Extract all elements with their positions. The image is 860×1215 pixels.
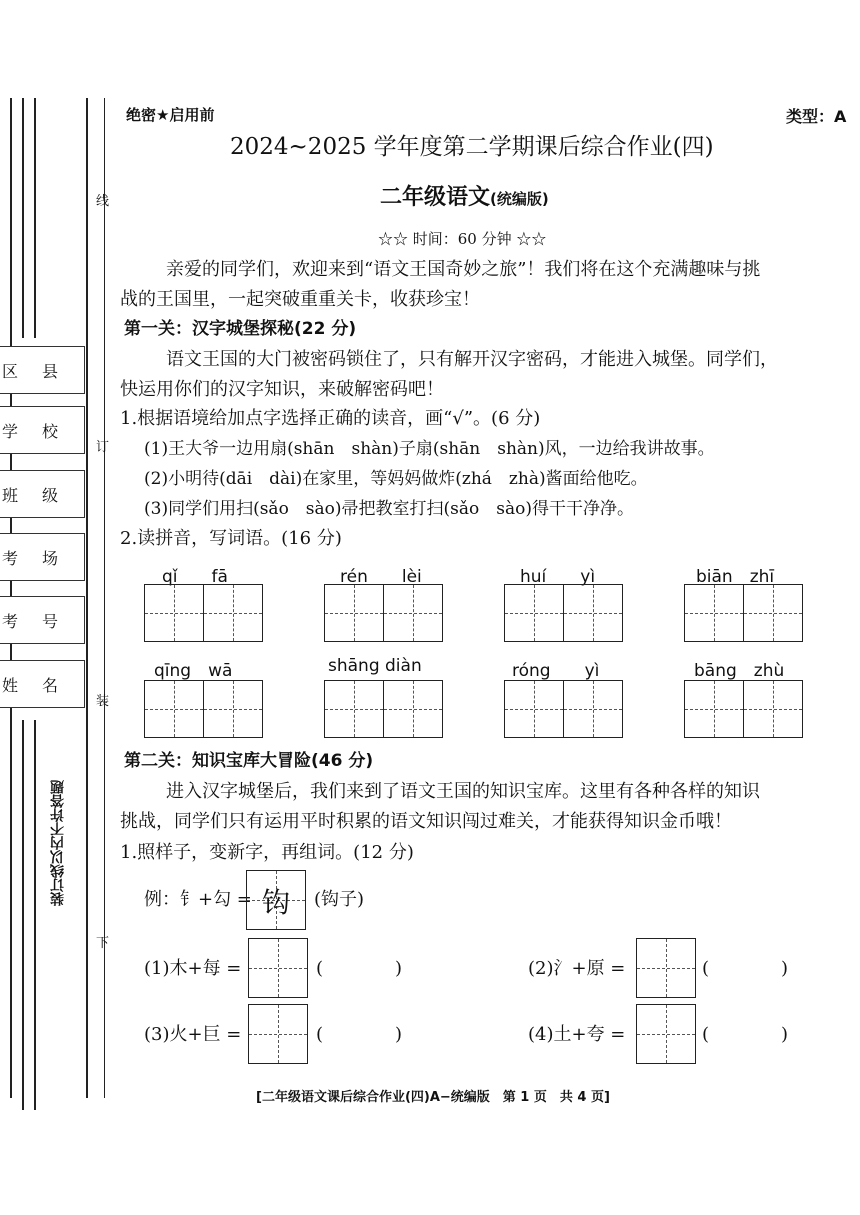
binding-notice: 装订线以内不许答题 bbox=[50, 780, 76, 906]
page-title: 2024~2025 学年度第二学期课后综合作业(四) bbox=[230, 134, 714, 160]
answer-box[interactable] bbox=[636, 938, 696, 998]
field-name[interactable]: 姓名 bbox=[0, 660, 85, 708]
question-item: (3)同学们用扫(sǎo sào)帚把教室打扫(sǎo sào)得干干净净。 bbox=[144, 499, 634, 519]
pinyin-label: qīng wā bbox=[154, 661, 233, 681]
writing-grid[interactable] bbox=[504, 584, 623, 642]
writing-grid[interactable] bbox=[684, 680, 803, 738]
section-heading: 第二关：知识宝库大冒险(46 分) bbox=[124, 751, 374, 771]
field-exam-room[interactable]: 考场 bbox=[0, 533, 85, 581]
section-paragraph: 快运用你们的汉字知识，来破解密码吧！ bbox=[120, 379, 444, 400]
binding-mark: 订 bbox=[96, 440, 110, 455]
field-exam-number[interactable]: 考号 bbox=[0, 596, 85, 644]
example-box bbox=[246, 870, 306, 930]
pinyin-label: bāng zhù bbox=[694, 661, 785, 681]
binding-line bbox=[34, 720, 36, 1110]
word-blank[interactable]: ( ) bbox=[702, 1024, 789, 1045]
example-word: (钩子) bbox=[314, 889, 365, 910]
exercise-formula: (2)氵+原 = bbox=[528, 958, 626, 979]
word-blank[interactable]: ( ) bbox=[316, 958, 403, 979]
binding-line bbox=[22, 98, 24, 338]
binding-line bbox=[86, 98, 88, 1098]
field-class[interactable]: 班级 bbox=[0, 470, 85, 518]
binding-line bbox=[34, 98, 36, 338]
writing-grid[interactable] bbox=[324, 584, 443, 642]
pinyin-label: rén lèi bbox=[340, 567, 422, 587]
intro-line: 战的王国里，一起突破重重关卡，收获珍宝！ bbox=[120, 289, 480, 310]
subject-title: 二年级语文(统编版) bbox=[380, 185, 549, 210]
writing-grid[interactable] bbox=[324, 680, 443, 738]
exercise-formula: (1)木+每 = bbox=[144, 958, 242, 979]
pinyin-label: biān zhī bbox=[696, 567, 775, 587]
writing-grid[interactable] bbox=[504, 680, 623, 738]
confidential-label: 绝密★启用前 bbox=[126, 106, 215, 124]
question-title: 1.根据语境给加点字选择正确的读音，画“√”。(6 分) bbox=[120, 408, 541, 429]
question-item: (2)小明待(dāi dài)在家里，等妈妈做炸(zhá zhà)酱面给他吃。 bbox=[144, 469, 648, 489]
intro-line: 亲爱的同学们，欢迎来到“语文王国奇妙之旅”！我们将在这个充满趣味与挑 bbox=[166, 259, 761, 280]
page-footer: [二年级语文课后综合作业(四)A−统编版 第 1 页 共 4 页] bbox=[256, 1090, 610, 1105]
binding-mark: 线 bbox=[96, 194, 110, 209]
writing-grid[interactable] bbox=[144, 584, 263, 642]
binding-mark: 下 bbox=[96, 936, 110, 951]
writing-grid[interactable] bbox=[144, 680, 263, 738]
answer-box[interactable] bbox=[248, 1004, 308, 1064]
exercise-formula: (4)土+夸 = bbox=[528, 1024, 626, 1045]
answer-box[interactable] bbox=[636, 1004, 696, 1064]
example-character: 钩 bbox=[261, 886, 290, 919]
pinyin-label: huí yì bbox=[520, 567, 596, 587]
example-formula: 例：钅+勾 = bbox=[144, 889, 252, 910]
binding-line bbox=[22, 720, 24, 1110]
pinyin-label: qǐ fā bbox=[162, 567, 228, 587]
exercise-formula: (3)火+巨 = bbox=[144, 1024, 242, 1045]
question-title: 2.读拼音，写词语。(16 分) bbox=[120, 528, 342, 549]
question-item: (1)王大爷一边用扇(shān shàn)子扇(shān shàn)风，一边给我讲故事。 bbox=[144, 439, 715, 459]
time-limit: ☆☆ 时间：60 分钟 ☆☆ bbox=[378, 230, 547, 248]
answer-box[interactable] bbox=[248, 938, 308, 998]
field-school[interactable]: 学校 bbox=[0, 406, 85, 454]
section-paragraph: 进入汉字城堡后，我们来到了语文王国的知识宝库。这里有各种各样的知识 bbox=[166, 781, 760, 802]
question-title: 1.照样子，变新字，再组词。(12 分) bbox=[120, 842, 414, 863]
binding-mark: 装 bbox=[96, 694, 110, 709]
section-paragraph: 语文王国的大门被密码锁住了，只有解开汉字密码，才能进入城堡。同学们， bbox=[166, 349, 778, 370]
field-district[interactable]: 区县 bbox=[0, 346, 85, 394]
section-paragraph: 挑战，同学们只有运用平时积累的语文知识闯过难关，才能获得知识金币哦！ bbox=[120, 811, 732, 832]
pinyin-label: róng yì bbox=[512, 661, 600, 681]
pinyin-label: shāng diàn bbox=[328, 656, 422, 676]
section-heading: 第一关：汉字城堡探秘(22 分) bbox=[124, 319, 357, 339]
writing-grid[interactable] bbox=[684, 584, 803, 642]
word-blank[interactable]: ( ) bbox=[702, 958, 789, 979]
paper-type: 类型：A bbox=[786, 107, 847, 126]
word-blank[interactable]: ( ) bbox=[316, 1024, 403, 1045]
